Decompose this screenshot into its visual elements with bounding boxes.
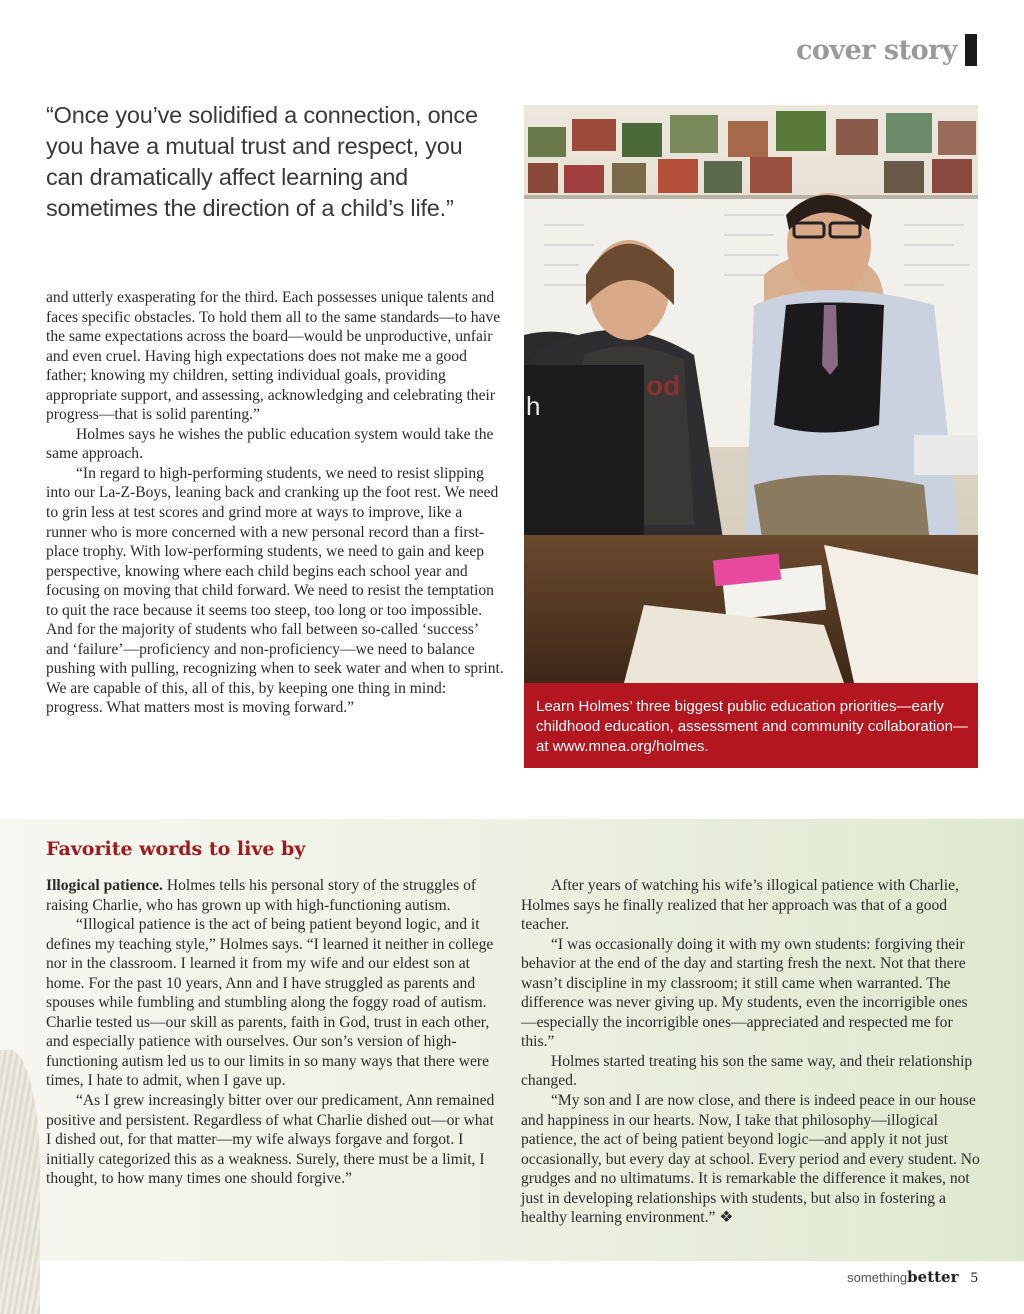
page-footer [847,1268,978,1287]
photo-caption: Learn Holmes’ three biggest public education priorities—early childhood education, assessment and community collaboration—at www.mnea.org/holmes. [524,683,978,768]
sidebar-lead-paragraph [46,876,502,915]
svg-text:h: h [526,391,541,421]
sidebar-paragraph: “My son and I are now close, and there is indeed peace in our house and happiness in our hearts. Now, I take that philosophy—illogical patience, the act of being patient beyond logic—and apply it not just occasionally, but every day at school. Every period and every student. No grudges and no ultimatums. It is remarkable the difference it makes, not just in developing relationships with students, but also in fostering a healthy learning environment.” ❖ [521,1092,980,1227]
photo-illustration [524,105,978,683]
sidebar-paragraph: “Illogical patience is the act of being patient beyond logic, and it defines my teaching style,” Holmes says. “I learned it neither in college nor in the classroom. I learned it from my wife and our eldest son at home. For the past 10 years, Ann and I have struggled as parents and spouses while fumbling and stumbling along the foggy road of autism. Charlie tested us—our skill as parents, faith in God, trust in each other, and especially patience with ourselves. Our son’s version of high-functioning autism led us to our limits in so many ways that there were times, I hate to admit, when I gave up. [46,916,494,1090]
classroom-photo [524,105,978,683]
svg-text:od: od [646,370,681,401]
section-header [796,34,977,66]
sidebar-paragraph: “As I grew increasingly bitter over our predicament, Ann remained positive and persistent. Regardless of what Charlie dished out—or what I dished out, for that matter—my wife always forgave and forgot. I initially categorized this as a weakness. Surely, there must be a limit, I thought, to how many times one should forgive.” [46,1092,495,1188]
article-body [46,288,504,718]
pull-quote: “Once you’ve solidified a connection, once you have a mutual trust and respect, you can dramatically affect learning and sometimes the direction of a child’s life.” [46,102,478,221]
footer-brand-light: something [847,1270,908,1285]
lead-heading: Illogical patience. [46,877,163,894]
sidebar-right-column [521,876,981,1228]
sidebar-left-column [46,876,502,1189]
section-label: cover story [795,34,957,66]
body-paragraph: “In regard to high-performing students, we need to resist slipping into our La-Z-Boys, leaning back and cranking up the foot rest. We need to grin less at test scores and grind more at ways to improve, like a runner who is more concerned with a new personal record than a first-place trophy. With low-performing students, we need to gain and keep perspective, knowing where each child begins each school year and focusing on moving that child forward. We need to resist the temptation to quit the race because it seems too steep, too long or too impossible. And for the majority of students who fall between so-called ‘success’ and ‘failure’—proficiency and non-proficiency—we need to balance pushing with pulling, recognizing when to seek water and when to sprint. We are capable of this, all of this, by keeping one thing in mind: progress. What matters most is moving forward.” [46,464,504,717]
section-bar [965,34,977,66]
lead-text: Holmes tells his personal story of the struggles of raising Charlie, who has grown up with high-functioning autism. [46,877,477,914]
sidebar-paragraph: Holmes started treating his son the same way, and their relationship changed. [521,1052,973,1090]
sidebar-paragraph: “I was occasionally doing it with my own students: forgiving their behavior at the end of the day and starting fresh the next. Not that there wasn’t discipline in my classroom; it still came when warranted. The difference was never giving up. My students, even the incorrigible ones—especially the incorrigible ones—appreciated and respected me for this.” [521,935,968,1051]
sidebar-title: Favorite words to live by [46,838,306,860]
sidebar-paragraph: After years of watching his wife’s illogical patience with Charlie, Holmes says he finally realized that her approach was that of a good teacher. [521,877,959,934]
body-paragraph: and utterly exasperating for the third. Each possesses unique talents and faces specific obstacles. To hold them all to the same standards—to have the same expectations across the board—would be unproductive, unfair and even cruel. Having high expectations does not make me a good father; knowing my children, setting individual goals, providing appropriate support, and assessing, acknowledging and celebrating their progress—that is solid parenting.” [46,289,501,424]
body-paragraph: Holmes says he wishes the public education system would take the same approach. [46,425,494,463]
footer-brand-bold: better [907,1268,959,1286]
page-number: 5 [970,1270,978,1286]
